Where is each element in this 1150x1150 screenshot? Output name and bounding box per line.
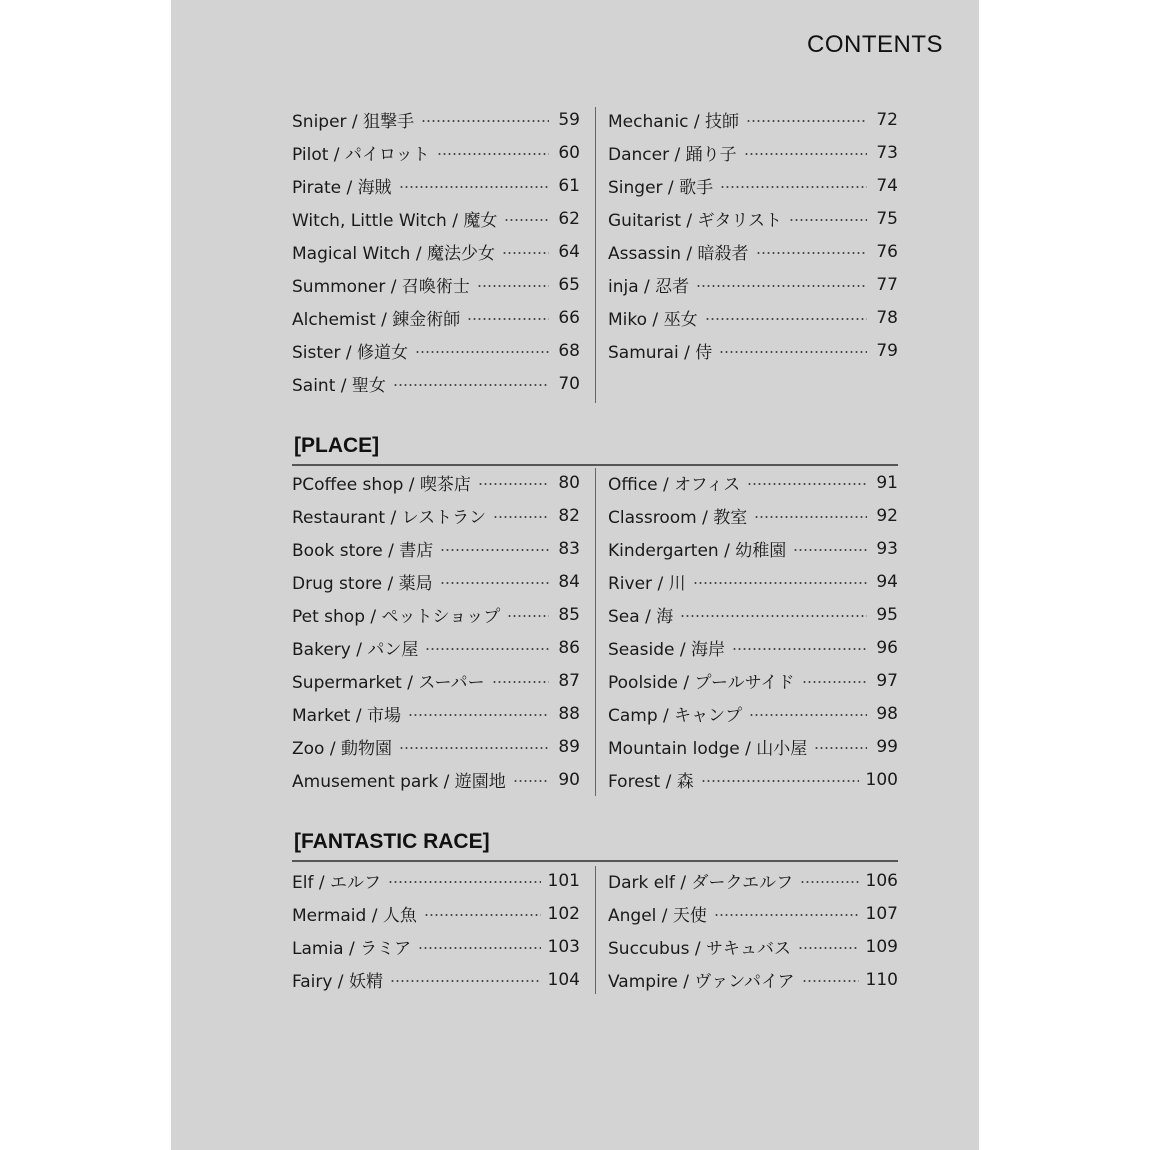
entry-label: River / 川 [608, 574, 686, 594]
dot-leader [467, 318, 549, 320]
entry-label: Pilot / パイロット [292, 145, 430, 165]
toc-entry[interactable] [292, 202, 580, 235]
entry-label: Saint / 聖女 [292, 376, 386, 396]
entry-label: Guitarist / ギタリスト [608, 211, 783, 231]
entry-label: Alchemist / 錬金術師 [292, 310, 461, 330]
column-right [608, 103, 898, 367]
dot-leader [415, 351, 549, 353]
entry-label: Forest / 森 [608, 772, 694, 792]
section-heading-fantastic-race: [FANTASTIC RACE] [294, 830, 490, 853]
entry-page-number: 92 [876, 505, 898, 526]
dot-leader [393, 384, 549, 386]
entry-label: Pirate / 海賊 [292, 178, 392, 198]
entry-page-number: 102 [547, 903, 580, 924]
entry-label: Restaurant / レストラン [292, 508, 487, 528]
toc-entry[interactable] [608, 631, 898, 664]
entry-label: Summoner / 召喚術士 [292, 277, 470, 297]
column-left [292, 103, 580, 400]
toc-entry[interactable] [292, 268, 580, 301]
entry-label: Seaside / 海岸 [608, 640, 726, 660]
entry-label: Book store / 書店 [292, 541, 434, 561]
dot-leader [513, 780, 549, 782]
toc-entry[interactable] [292, 235, 580, 268]
entry-page-number: 59 [558, 109, 580, 130]
toc-entry[interactable] [292, 466, 580, 499]
toc-entry[interactable] [292, 730, 580, 763]
dot-leader [696, 285, 867, 287]
dot-leader [399, 186, 549, 188]
entry-page-number: 91 [876, 472, 898, 493]
entry-page-number: 68 [558, 340, 580, 361]
column-divider [595, 468, 596, 796]
toc-entry[interactable] [292, 897, 580, 930]
entry-page-number: 110 [865, 969, 898, 990]
toc-entry[interactable] [292, 532, 580, 565]
dot-leader [802, 980, 859, 982]
toc-entry[interactable] [292, 367, 580, 400]
entry-label: Assassin / 暗殺者 [608, 244, 749, 264]
dot-leader [477, 285, 549, 287]
dot-leader [425, 648, 549, 650]
toc-entry[interactable] [608, 532, 898, 565]
toc-entry[interactable] [608, 268, 898, 301]
entry-label: Office / オフィス [608, 475, 741, 495]
toc-entry[interactable] [608, 897, 898, 930]
toc-entry[interactable] [608, 930, 898, 963]
toc-entry[interactable] [292, 963, 580, 996]
dot-leader [744, 153, 867, 155]
entry-page-number: 61 [558, 175, 580, 196]
dot-leader [705, 318, 867, 320]
dot-leader [756, 252, 867, 254]
entry-page-number: 90 [558, 769, 580, 790]
entry-page-number: 62 [558, 208, 580, 229]
entry-page-number: 99 [876, 736, 898, 757]
column-divider [595, 866, 596, 994]
dot-leader [478, 483, 549, 485]
entry-label: Elf / エルフ [292, 873, 381, 893]
entry-page-number: 97 [876, 670, 898, 691]
entry-label: Vampire / ヴァンパイア [608, 972, 795, 992]
entry-label: Kindergarten / 幼稚園 [608, 541, 787, 561]
toc-entry[interactable] [292, 697, 580, 730]
section-heading-place: [PLACE] [294, 434, 380, 457]
entry-page-number: 75 [876, 208, 898, 229]
toc-entry[interactable] [292, 499, 580, 532]
dot-leader [440, 582, 549, 584]
entry-page-number: 74 [876, 175, 898, 196]
toc-entry[interactable] [292, 565, 580, 598]
toc-entry[interactable] [292, 136, 580, 169]
entry-label: Fairy / 妖精 [292, 972, 383, 992]
entry-page-number: 88 [558, 703, 580, 724]
entry-page-number: 83 [558, 538, 580, 559]
entry-page-number: 84 [558, 571, 580, 592]
dot-leader [701, 780, 859, 782]
toc-entry[interactable] [608, 664, 898, 697]
entry-page-number: 78 [876, 307, 898, 328]
dot-leader [408, 714, 549, 716]
dot-leader [418, 947, 540, 949]
entry-page-number: 103 [547, 936, 580, 957]
entry-page-number: 109 [865, 936, 898, 957]
toc-entry[interactable] [608, 169, 898, 202]
entry-page-number: 96 [876, 637, 898, 658]
entry-label: Pet shop / ペットショップ [292, 607, 501, 627]
entry-page-number: 65 [558, 274, 580, 295]
toc-entry[interactable] [608, 466, 898, 499]
toc-entry[interactable] [292, 930, 580, 963]
dot-leader [754, 516, 867, 518]
entry-label: Angel / 天使 [608, 906, 707, 926]
column-right [608, 864, 898, 996]
dot-leader [390, 980, 541, 982]
entry-label: Dancer / 踊り子 [608, 145, 737, 165]
entry-page-number: 70 [558, 373, 580, 394]
dot-leader [714, 914, 859, 916]
toc-entry[interactable] [292, 763, 580, 796]
toc-entry[interactable] [608, 963, 898, 996]
dot-leader [720, 186, 867, 188]
toc-entry[interactable] [292, 598, 580, 631]
entry-page-number: 73 [876, 142, 898, 163]
entry-label: Mermaid / 人魚 [292, 906, 417, 926]
entry-label: Succubus / サキュバス [608, 939, 791, 959]
entry-label: Bakery / パン屋 [292, 640, 419, 660]
entry-label: Zoo / 動物園 [292, 739, 392, 759]
page-title: CONTENTS [807, 31, 943, 58]
entry-page-number: 106 [865, 870, 898, 891]
entry-page-number: 98 [876, 703, 898, 724]
entry-page-number: 100 [865, 769, 898, 790]
toc-entry[interactable] [292, 103, 580, 136]
toc-entry[interactable] [292, 664, 580, 697]
entry-page-number: 79 [876, 340, 898, 361]
entry-page-number: 60 [558, 142, 580, 163]
dot-leader [693, 582, 867, 584]
dot-leader [798, 947, 859, 949]
toc-entry[interactable] [608, 136, 898, 169]
dot-leader [440, 549, 549, 551]
toc-entry[interactable] [292, 334, 580, 367]
entry-page-number: 93 [876, 538, 898, 559]
entry-page-number: 82 [558, 505, 580, 526]
contents-page [171, 0, 979, 1150]
dot-leader [493, 516, 549, 518]
entry-page-number: 72 [876, 109, 898, 130]
entry-label: Samurai / 侍 [608, 343, 713, 363]
entry-page-number: 76 [876, 241, 898, 262]
toc-entry[interactable] [608, 697, 898, 730]
dot-leader [388, 881, 541, 883]
section-rule [292, 860, 898, 862]
toc-entry[interactable] [608, 202, 898, 235]
entry-page-number: 107 [865, 903, 898, 924]
entry-page-number: 101 [547, 870, 580, 891]
toc-entry[interactable] [608, 730, 898, 763]
entry-label: PCoffee shop / 喫茶店 [292, 475, 471, 495]
dot-leader [421, 120, 549, 122]
toc-entry[interactable] [292, 631, 580, 664]
entry-label: Amusement park / 遊園地 [292, 772, 506, 792]
dot-leader [802, 681, 868, 683]
entry-label: Drug store / 薬局 [292, 574, 433, 594]
entry-label: Magical Witch / 魔法少女 [292, 244, 495, 264]
column-left [292, 864, 580, 996]
entry-page-number: 80 [558, 472, 580, 493]
entry-label: Classroom / 教室 [608, 508, 748, 528]
entry-page-number: 64 [558, 241, 580, 262]
column-divider [595, 107, 596, 403]
dot-leader [800, 881, 858, 883]
column-right [608, 466, 898, 796]
entry-label: Lamia / ラミア [292, 939, 412, 959]
entry-label: Poolside / プールサイド [608, 673, 795, 693]
entry-label: Mountain lodge / 山小屋 [608, 739, 808, 759]
entry-page-number: 66 [558, 307, 580, 328]
entry-page-number: 94 [876, 571, 898, 592]
entry-page-number: 95 [876, 604, 898, 625]
dot-leader [732, 648, 867, 650]
toc-entry[interactable] [608, 499, 898, 532]
dot-leader [746, 120, 867, 122]
entry-label: Singer / 歌手 [608, 178, 714, 198]
column-left [292, 466, 580, 796]
toc-entry[interactable] [608, 864, 898, 897]
entry-label: Market / 市場 [292, 706, 401, 726]
entry-page-number: 77 [876, 274, 898, 295]
dot-leader [749, 714, 867, 716]
toc-entry[interactable] [608, 235, 898, 268]
entry-label: Mechanic / 技師 [608, 112, 740, 132]
toc-entry[interactable] [292, 301, 580, 334]
toc-entry[interactable] [608, 565, 898, 598]
entry-page-number: 89 [558, 736, 580, 757]
toc-entry[interactable] [292, 169, 580, 202]
toc-entry[interactable] [608, 334, 898, 367]
entry-label: Witch, Little Witch / 魔女 [292, 211, 498, 231]
dot-leader [437, 153, 549, 155]
entry-label: Dark elf / ダークエルフ [608, 873, 794, 893]
dot-leader [492, 681, 549, 683]
dot-leader [789, 219, 867, 221]
entry-label: Sea / 海 [608, 607, 674, 627]
dot-leader [793, 549, 867, 551]
dot-leader [424, 914, 541, 916]
entry-page-number: 85 [558, 604, 580, 625]
entry-label: Sister / 修道女 [292, 343, 409, 363]
entry-page-number: 86 [558, 637, 580, 658]
entry-label: inja / 忍者 [608, 277, 690, 297]
toc-entry[interactable] [608, 103, 898, 136]
dot-leader [680, 615, 867, 617]
dot-leader [507, 615, 549, 617]
toc-entry[interactable] [292, 864, 580, 897]
dot-leader [747, 483, 867, 485]
entry-page-number: 104 [547, 969, 580, 990]
dot-leader [814, 747, 867, 749]
entry-page-number: 87 [558, 670, 580, 691]
entry-label: Camp / キャンプ [608, 706, 743, 726]
entry-label: Miko / 巫女 [608, 310, 698, 330]
entry-label: Supermarket / スーパー [292, 673, 485, 693]
dot-leader [719, 351, 867, 353]
toc-entry[interactable] [608, 598, 898, 631]
dot-leader [504, 219, 549, 221]
entry-label: Sniper / 狙撃手 [292, 112, 415, 132]
toc-entry[interactable] [608, 301, 898, 334]
dot-leader [502, 252, 549, 254]
dot-leader [399, 747, 549, 749]
toc-entry[interactable] [608, 763, 898, 796]
